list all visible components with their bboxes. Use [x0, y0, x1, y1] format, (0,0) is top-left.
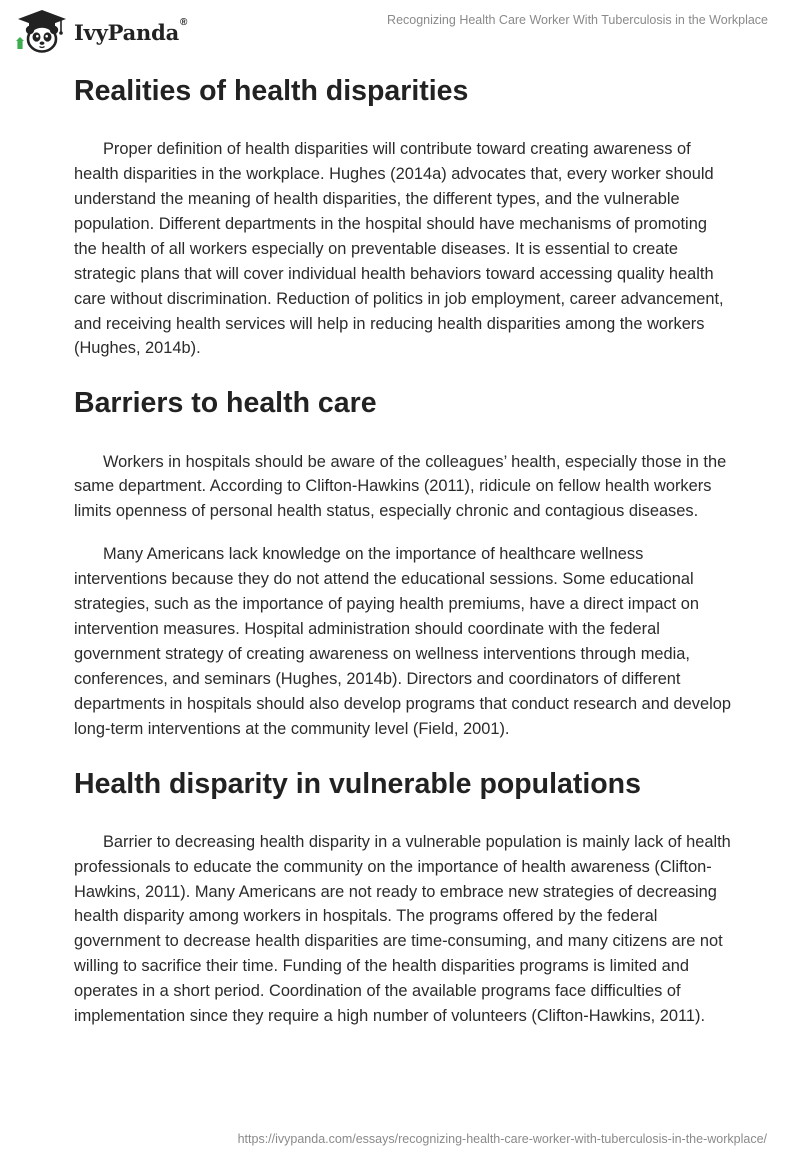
panda-graduation-cap-icon — [14, 8, 70, 54]
section-heading-barriers: Barriers to health care — [74, 387, 377, 420]
paragraph: Workers in hospitals should be aware of the colleagues’ health, especially those in the same department. According to Clifton-Hawkins (2011), ridicule on fellow health workers limits openness of personal health status, especially chronic and contagious diseases. — [74, 452, 727, 521]
paragraph: Barrier to decreasing health disparity in a vulnerable population is mainly lack of health professionals to educate the community on the importance of health awareness (Clifton-Hawkins, 2011). Many Americans are not ready to embrace new strategies of decreasing health disparity among workers in hospitals. The programs offered by the federal government to decrease health disparities are time-consuming, and many citizens are not willing to sacrifice their time. Funding of the health disparities programs is limited and operates in a short period. Coordination of the available programs face difficulties of implementation since they require a high number of volunteers (Clifton-Hawkins, 2011). — [74, 832, 731, 1026]
essay-content — [74, 68, 734, 1029]
ivypanda-logo[interactable] — [14, 8, 187, 54]
section-heading-vulnerable-populations: Health disparity in vulnerable populations — [74, 767, 641, 800]
brand-name — [74, 16, 188, 45]
source-url[interactable]: https://ivypanda.com/essays/recognizing-health-care-worker-with-tuberculosis-in-the-workplace/ — [237, 1132, 767, 1146]
page-header — [0, 0, 800, 62]
document-title: Recognizing Health Care Worker With Tuberculosis in the Workplace — [387, 13, 768, 27]
section-heading-realities: Realities of health disparities — [74, 75, 469, 107]
paragraph: Many Americans lack knowledge on the importance of healthcare wellness interventions because they do not attend the educational sessions. Some educational strategies, such as the importance of paying health premiums, have a direct impact on intervention measures. Hospital administration should coordinate with the federal government strategy of creating awareness on wellness interventions through media, conferences, and seminars (Hughes, 2014b). Directors and coordinators of different departments in hospitals should also develop programs that conduct research and develop long-term interventions at the community level (Field, 2001). — [74, 545, 731, 738]
paragraph: Proper definition of health disparities will contribute toward creating awareness of health disparities in the workplace. Hughes (2014a) advocates that, every worker should understand the meaning of health disparities, the different types, and the vulnerable population. Different departments in the hospital should have mechanisms of promoting the health of all workers especially on preventable diseases. It is essential to create strategic plans that will cover individual health behaviors toward accessing quality health care without discrimination. Reduction of politics in job employment, career advancement, and receiving health services will help in reducing health disparities among the workers (Hughes, 2014b). — [74, 140, 724, 358]
registered-mark: ® — [180, 16, 188, 28]
brand-name-text: IvyPanda — [74, 19, 180, 45]
